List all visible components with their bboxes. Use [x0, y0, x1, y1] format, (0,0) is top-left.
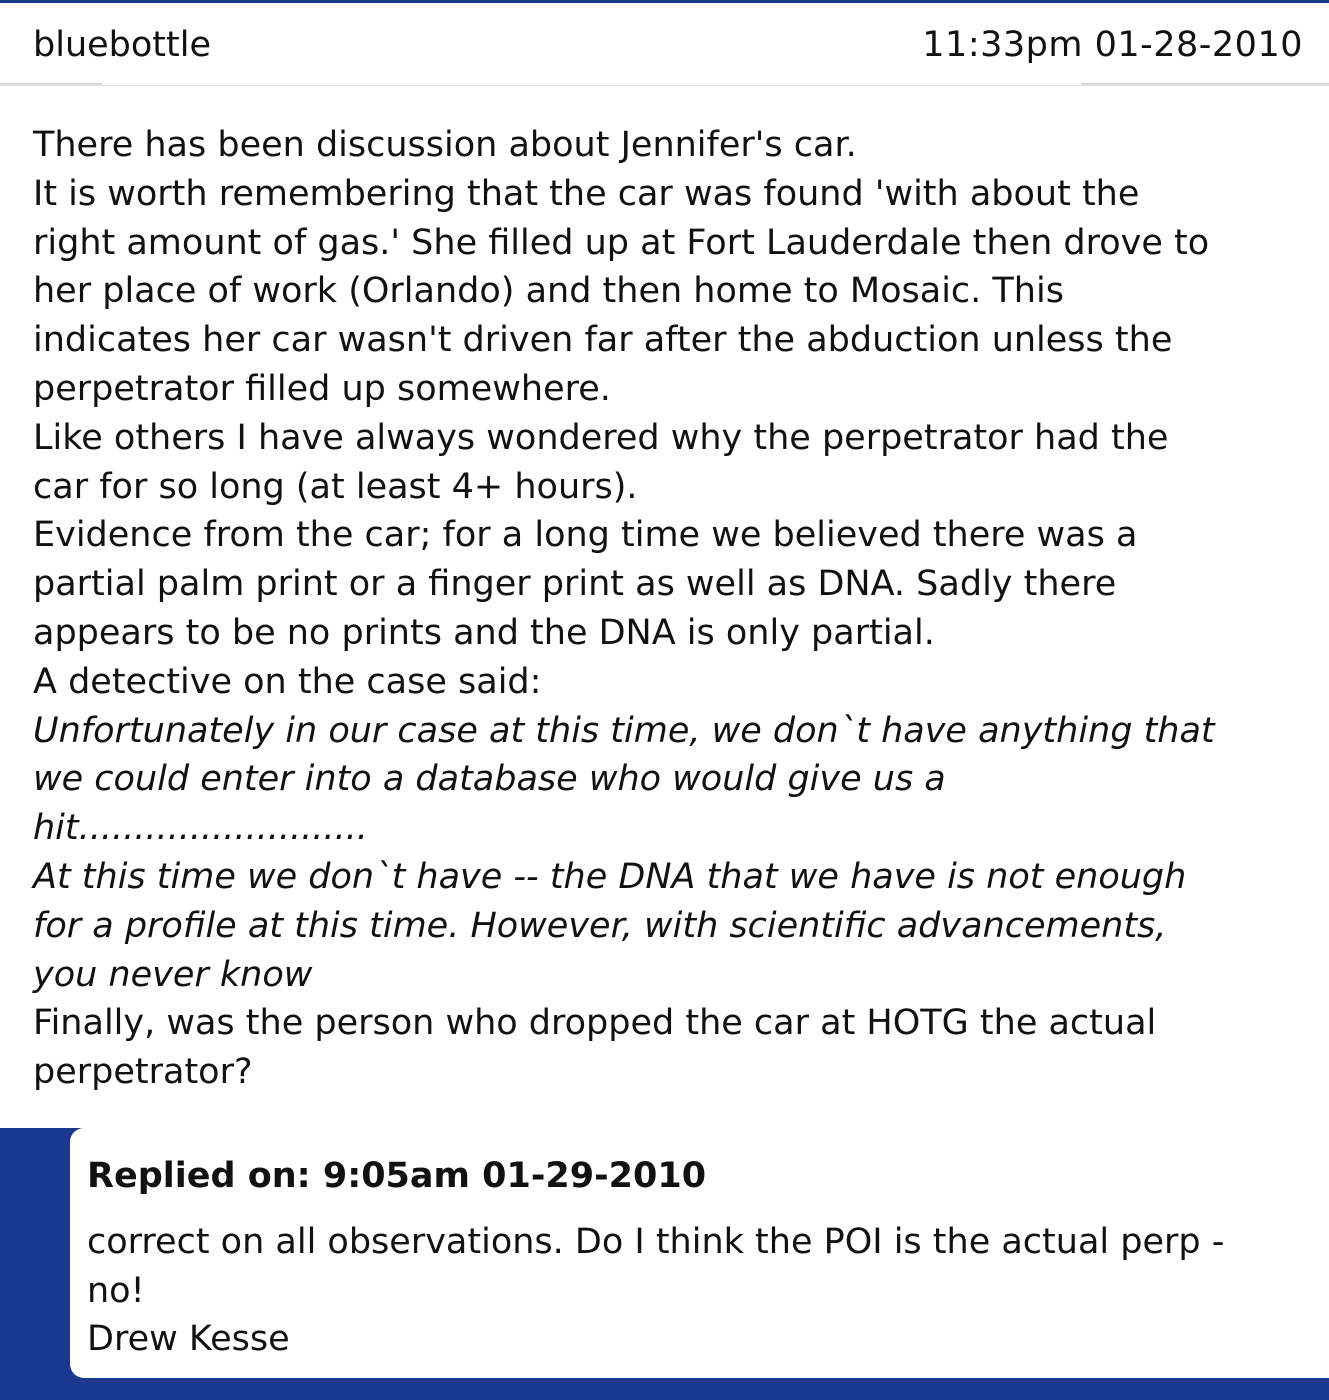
reply-author: Drew Kesse	[87, 1319, 290, 1359]
post-line: There has been discussion about Jennifer's car.	[33, 125, 857, 165]
reply-title: Replied on: 9:05am 01-29-2010	[87, 1156, 707, 1196]
post-line: her place of work (Orlando) and then home to Mosaic. This	[33, 271, 1064, 312]
reply-line: correct on all observations. Do I think the POI is the actual perp -	[87, 1222, 1225, 1262]
post-line: appears to be no prints and the DNA is only partial.	[33, 612, 935, 653]
post-line: perpetrator filled up somewhere.	[33, 368, 611, 409]
post-line: indicates her car wasn't driven far after the abduction unless the	[33, 320, 1173, 361]
post-line: car for so long (at least 4+ hours).	[33, 466, 638, 507]
quoted-line: hit..........................	[33, 808, 368, 849]
post-header	[0, 3, 1329, 86]
post-line: It is worth remembering that the car was found 'with about the	[33, 173, 1140, 214]
post-line: A detective on the case said:	[33, 661, 542, 702]
quoted-line: we could enter into a database who would give us a	[33, 759, 946, 800]
post-body	[33, 121, 1313, 1097]
header-divider-left	[0, 83, 102, 85]
quoted-line: for a profile at this time. However, with scientific advancements,	[33, 905, 1167, 946]
reply-text	[87, 1218, 1322, 1364]
quoted-line: At this time we don`t have -- the DNA that we have is not enough	[33, 856, 1187, 897]
post-line: Like others I have always wondered why the perpetrator had the	[33, 417, 1169, 458]
post-timestamp: 11:33pm 01-28-2010	[922, 25, 1303, 65]
reply-section	[0, 1128, 1329, 1400]
post-line: Finally, was the person who dropped the car at HOTG the actual	[33, 1003, 1157, 1044]
header-divider-right	[1081, 83, 1329, 85]
reply-line: no!	[87, 1270, 145, 1311]
post-line: right amount of gas.' She filled up at Fort Lauderdale then drove to	[33, 222, 1210, 263]
post-line: Evidence from the car; for a long time we believed there was a	[33, 515, 1138, 556]
quoted-line: Unfortunately in our case at this time, we don`t have anything that	[33, 710, 1215, 751]
post-line: perpetrator?	[33, 1052, 253, 1093]
quoted-line: you never know	[33, 954, 313, 995]
post-username[interactable]: bluebottle	[33, 25, 211, 65]
reply-box	[70, 1128, 1329, 1378]
post-line: partial palm print or a finger print as well as DNA. Sadly there	[33, 564, 1117, 605]
